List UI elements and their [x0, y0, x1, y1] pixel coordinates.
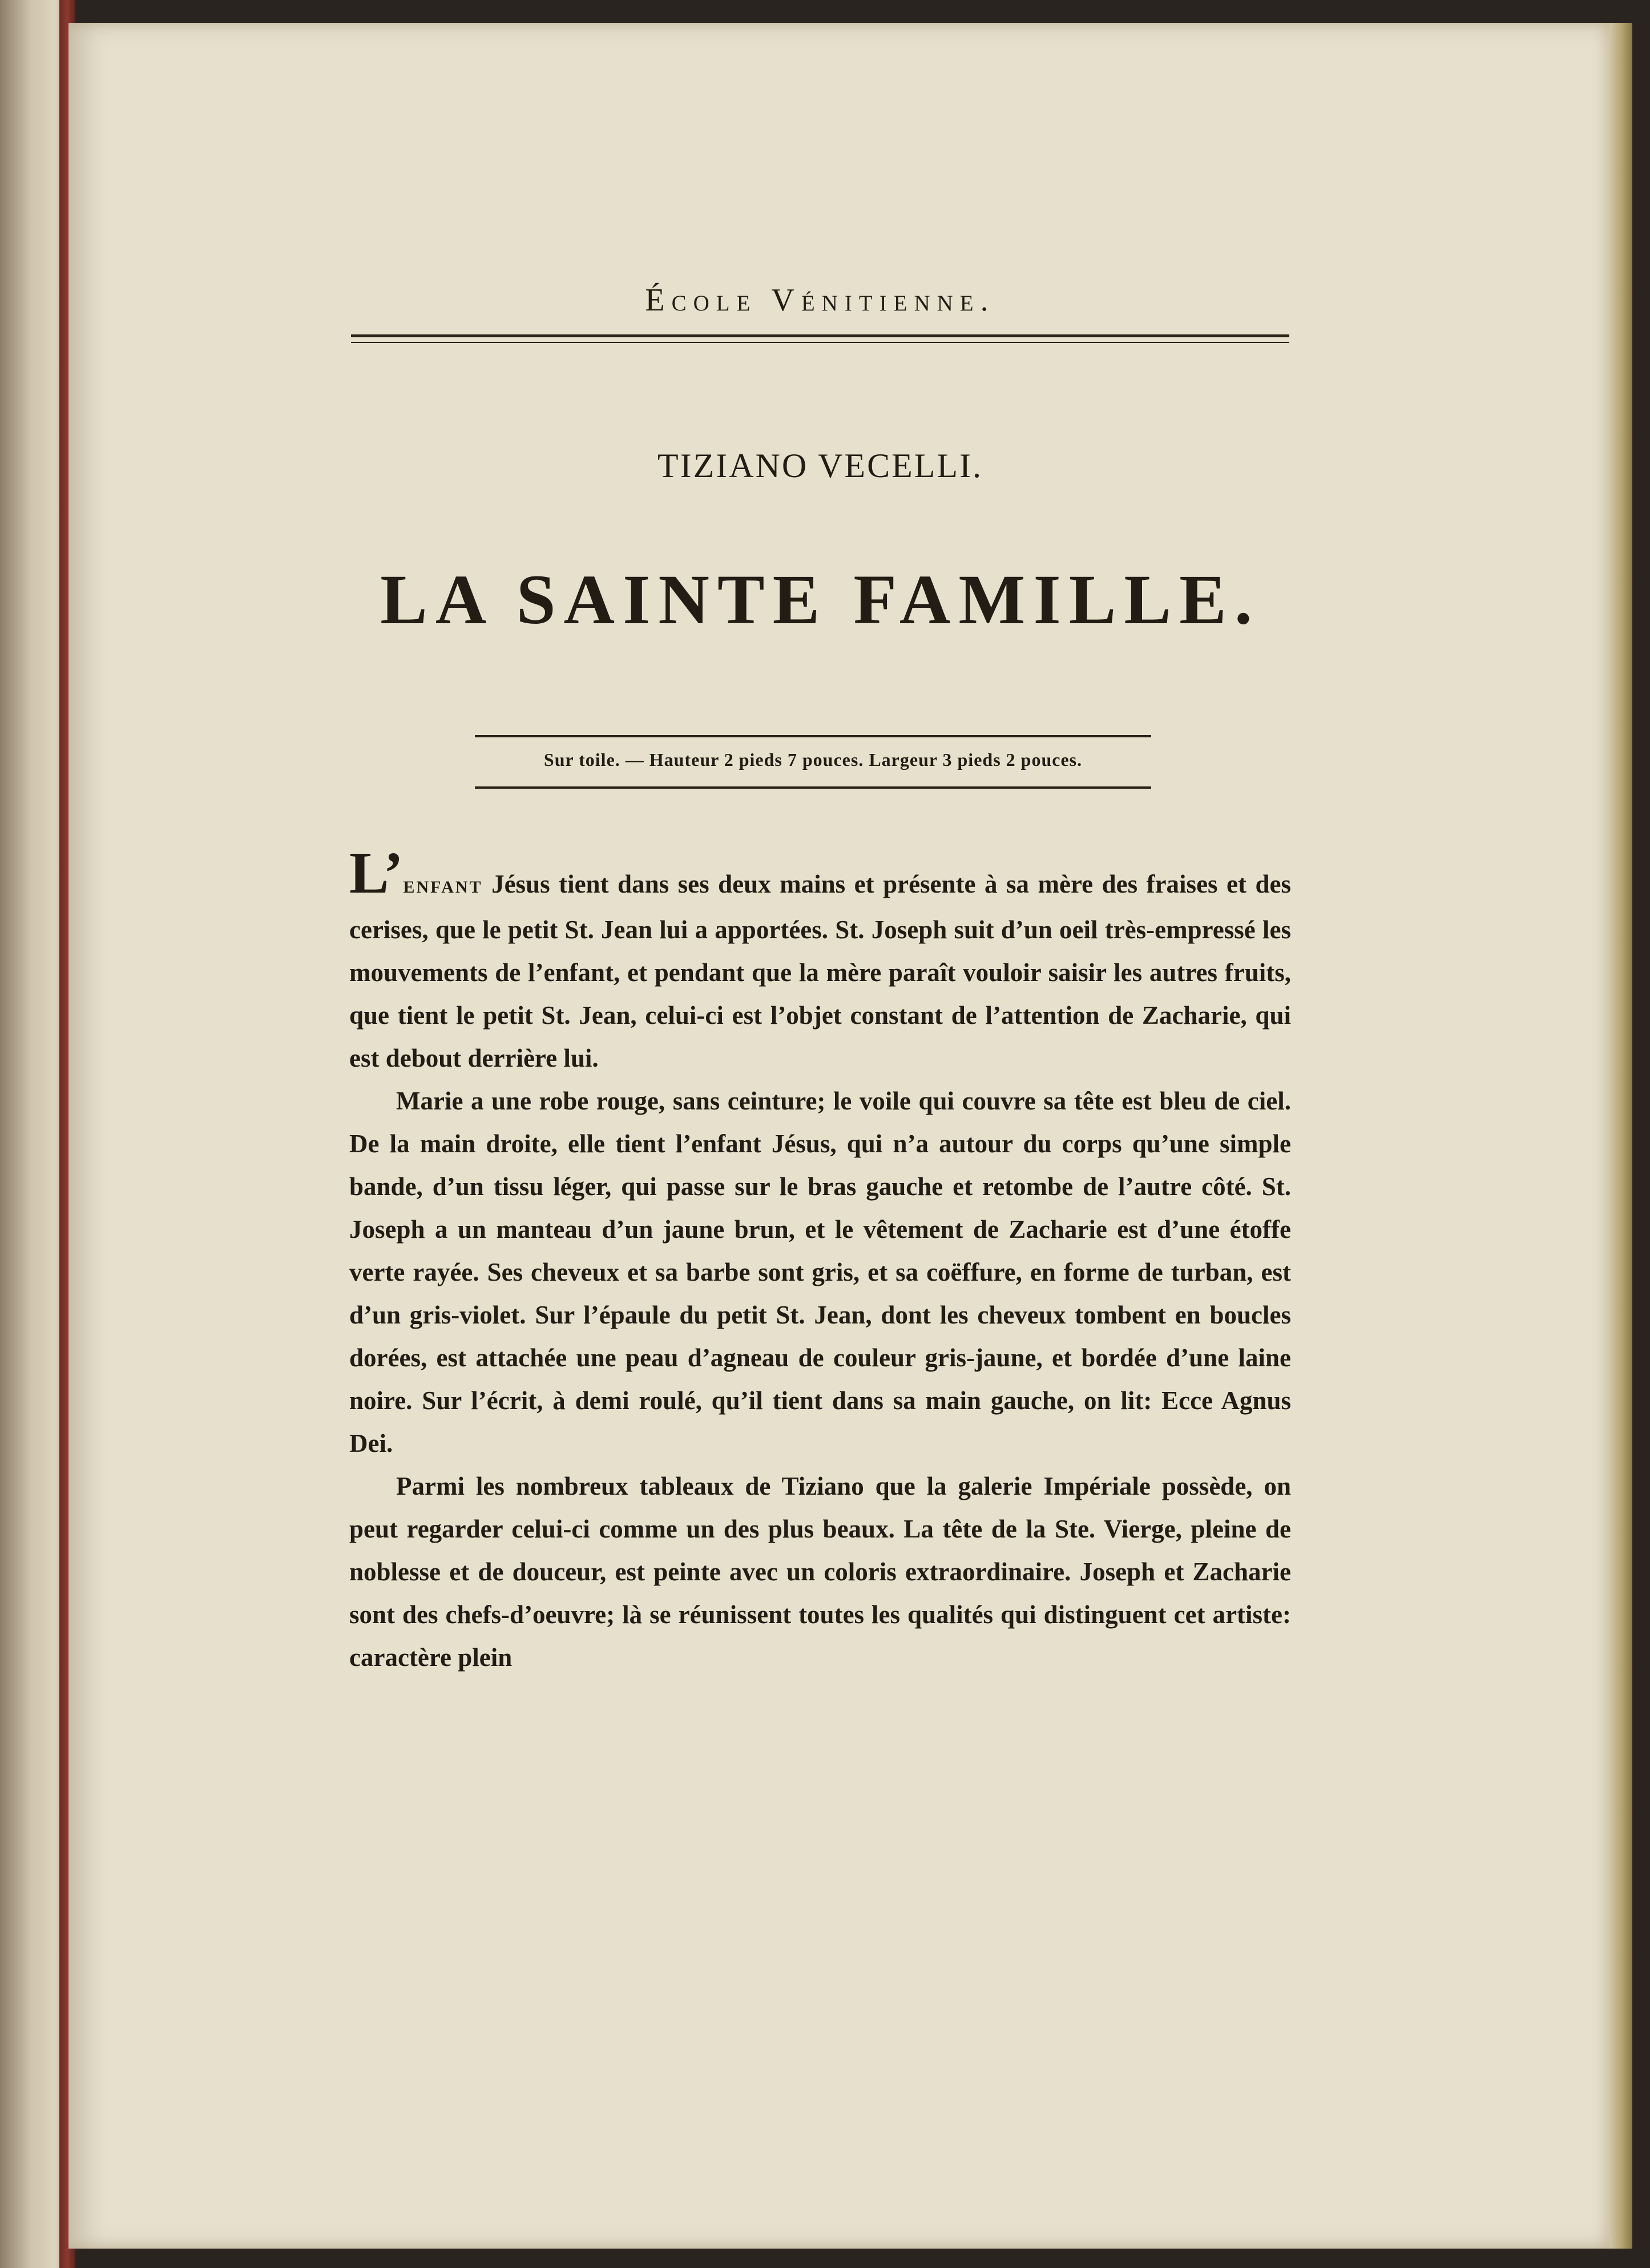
school-header: École Vénitienne.: [645, 283, 995, 318]
small-caps-word: ENFANT: [403, 878, 483, 897]
header-rule: [351, 334, 1289, 343]
paragraph-1: [349, 840, 1291, 1080]
body-text: [349, 840, 1291, 1679]
painting-dimensions: Sur toile. — Hauteur 2 pieds 7 pouces. Largeur 3 pieds 2 pouces.: [475, 735, 1151, 789]
paragraph-3: Parmi les nombreux tableaux de Tiziano que la galerie Impériale possède, on peut regarder celui-ci comme un des plus beaux. La tête de la Ste. Vierge, pleine de noblesse et de douceur, est peinte avec un coloris extraordinaire. Joseph et Zacharie sont des chefs-d’oeuvre; là se réunissent toutes les qualités qui distinguent cet artiste: caractère plein: [349, 1472, 1291, 1672]
artist-name: TIZIANO VECELLI.: [657, 447, 983, 485]
paragraph-1-text: Jésus tient dans ses deux mains et présente à sa mère des fraises et des cerises, que le petit St. Jean lui a apportées. St. Joseph suit d’un oeil très-empressé les mouvements de l’enfant, et pendant que la mère paraît vouloir saisir les autres fruits, que tient le petit St. Jean, celui-ci est l’objet constant de l’attention de Zacharie, qui est debout derrière lui.: [349, 870, 1291, 1072]
left-page-edge: [0, 0, 68, 2268]
painting-title: LA SAINTE FAMILLE.: [380, 560, 1260, 639]
page-fore-edge: [1609, 23, 1632, 2249]
drop-cap: L’: [349, 840, 404, 906]
paragraph-2: Marie a une robe rouge, sans ceinture; le voile qui couvre sa tête est bleu de ciel. De la main droite, elle tient l’enfant Jésus, qui n’a autour du corps qu’une simple bande, d’un tissu léger, qui passe sur le bras gauche et retombe de l’autre côté. St. Joseph a un manteau d’un jaune brun, et le vêtement de Zacharie est d’une étoffe verte rayée. Ses cheveux et sa barbe sont gris, et sa coëffure, en forme de turban, est d’un gris-violet. Sur l’épaule du petit St. Jean, dont les cheveux tombent en boucles dorées, est attachée une peau d’agneau de couleur gris-jaune, et bordée d’une laine noire. Sur l’écrit, à demi roulé, qu’il tient dans sa main gauche, on lit: Ecce Agnus Dei.: [349, 1087, 1291, 1458]
